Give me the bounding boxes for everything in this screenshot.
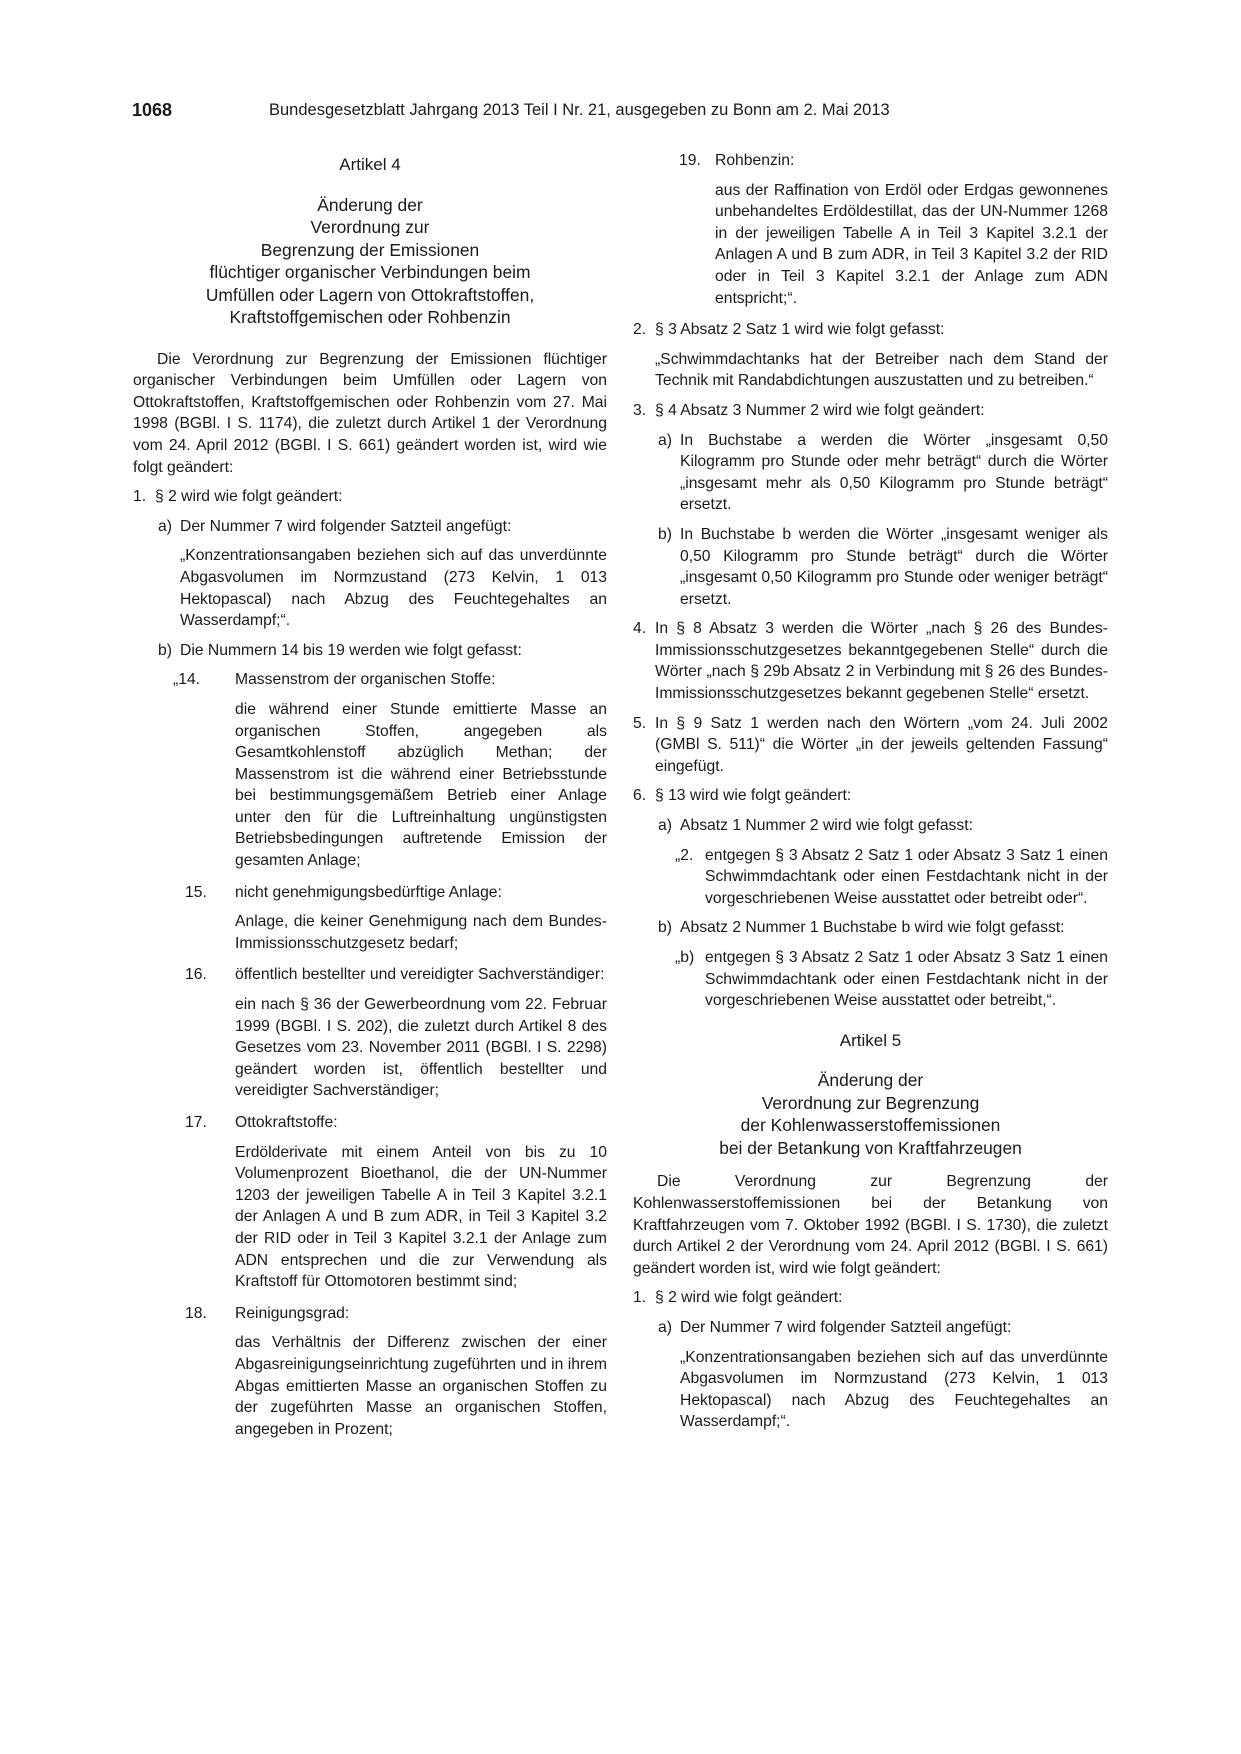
quote-item bbox=[633, 947, 1108, 1012]
item-marker: a) bbox=[658, 817, 672, 835]
definition-heading bbox=[133, 964, 607, 986]
item-text: In Buchstabe a werden die Wörter „insgesamt 0,50 Kilogramm pro Stunde oder mehr beträgt“ durch die Wörter „insgesamt mehr als 0,50 Kilogramm pro Stunde beträgt“ ersetzt. bbox=[680, 431, 1108, 514]
definition-body: ein nach § 36 der Gewerbeordnung vom 22. Februar 1999 (BGBl. I S. 202), die zuletzt durch Artikel 8 des Gesetzes vom 23. November 2011 (BGBl. I S. 2298) geändert worden ist, öffentlich bestellter und vereidigter Sachverständiger; bbox=[235, 996, 607, 1100]
heading-line: Änderung der bbox=[317, 194, 423, 215]
definition-marker: „14. bbox=[173, 671, 201, 689]
item-text: Der Nummer 7 wird folgender Satzteil angefügt: bbox=[680, 1318, 1012, 1336]
list-item bbox=[633, 1287, 1108, 1309]
definition-term: Rohbenzin: bbox=[715, 152, 795, 169]
item-text: In § 9 Satz 1 werden nach den Wörtern „vom 24. Juli 2002 (GMBl S. 511)“ die Wörter „in der jeweils geltenden Fassung“ eingefügt. bbox=[655, 714, 1108, 775]
list-item bbox=[133, 516, 607, 538]
definition-term: Ottokraftstoffe: bbox=[235, 1114, 338, 1131]
definition-marker: 15. bbox=[185, 883, 207, 901]
page-header bbox=[132, 100, 1112, 124]
definition-marker: 16. bbox=[185, 966, 207, 984]
heading-line: bei der Betankung von Kraftfahrzeugen bbox=[719, 1137, 1022, 1158]
right-column bbox=[633, 150, 1108, 1441]
definition-heading bbox=[133, 1112, 607, 1134]
quote-marker: „b) bbox=[675, 949, 695, 966]
list-item bbox=[633, 618, 1108, 704]
definition-heading bbox=[633, 150, 1108, 172]
definition-term: Reinigungsgrad: bbox=[235, 1304, 350, 1322]
item-marker: 3. bbox=[633, 401, 647, 419]
quote-text: „Konzentrationsangaben beziehen sich auf das unverdünnte Abgasvolumen im Normzustand (273 Kelvin, 1 013 Hektopascal) nach Abzug des Feuchtegehaltes an Wasserdampf;“. bbox=[680, 1348, 1108, 1431]
list-item bbox=[633, 815, 1108, 837]
item-marker: 1. bbox=[633, 1289, 647, 1307]
list-item bbox=[633, 319, 1108, 341]
list-item bbox=[633, 1317, 1108, 1339]
definition-marker: 19. bbox=[679, 152, 701, 169]
quote-text: „Konzentrationsangaben beziehen sich auf das unverdünnte Abgasvolumen im Normzustand (273 Kelvin, 1 013 Hektopascal) nach Abzug des Feuchtegehaltes an Wasserdampf;“. bbox=[180, 547, 607, 630]
heading-line: Änderung der bbox=[817, 1070, 924, 1091]
article-5-intro: Die Verordnung zur Begrenzung der Kohlenwasserstoffemissionen bei der Betankung von Kraftfahrzeugen vom 7. Oktober 1992 (BGBl. I S. 1730), die zuletzt durch Artikel 2 der Verordnung vom 24. April 2012 (BGBl. I S. 661) geändert worden ist, wird wie folgt geändert: bbox=[633, 1173, 1108, 1277]
page-title: Bundesgesetzblatt Jahrgang 2013 Teil I Nr. 21, ausgegeben zu Bonn am 2. Mai 2013 bbox=[269, 101, 890, 119]
definition-body: die während einer Stunde emittierte Masse an organischen Stoffen, angegeben als Gesamtkohlenstoff abzüglich Methan; der Massenstrom ist die während einer Betriebsstunde bei bestimmungsgemäßem Betrieb einer Anlage unter den für die Luftreinhaltung ungünstigsten Betriebsbedingungen auftretende Emission der gesamten Anlage; bbox=[235, 700, 607, 870]
heading-line: Verordnung zur Begrenzung bbox=[761, 1092, 980, 1113]
left-column bbox=[133, 150, 607, 1450]
item-text: In § 8 Absatz 3 werden die Wörter „nach § 26 des Bundes-Immissionsschutzgesetzes bekanntgegebenen Stelle“ durch die Wörter „nach § 29b Absatz 2 in Verbindung mit § 26 des Bundes-Immissionsschutzgesetzes bekannt gegebenen Stelle“ ersetzt. bbox=[655, 620, 1108, 703]
item-marker: 6. bbox=[633, 787, 647, 805]
item-marker: 5. bbox=[633, 714, 647, 732]
article-4-intro: Die Verordnung zur Begrenzung der Emissionen flüchtiger organischer Verbindungen beim Umfüllen oder Lagern von Ottokraftstoffen, Kraftstoffgemischen oder Rohbenzin vom 27. Mai 1998 (BGBl. I S. 1174), die zuletzt durch Artikel 1 der Verordnung vom 24. April 2012 (BGBl. I S. 661) geändert worden ist, wird wie folgt geändert: bbox=[133, 350, 607, 476]
quote-text: entgegen § 3 Absatz 2 Satz 1 oder Absatz 3 Satz 1 einen Schwimmdachtank oder einen Festdachtank nicht in der vorgeschriebenen Weise ausstattet oder betreibt,“. bbox=[705, 949, 1108, 1010]
article-4-label: Artikel 4 bbox=[339, 155, 401, 174]
item-marker: b) bbox=[158, 641, 172, 659]
quote-text: „Schwimmdachtanks hat der Betreiber nach dem Stand der Technik mit Randabdichtungen auszustatten und zu betreiben.“ bbox=[655, 350, 1108, 390]
item-marker: b) bbox=[658, 919, 672, 937]
item-marker: a) bbox=[658, 1318, 672, 1336]
list-item bbox=[633, 917, 1108, 939]
heading-line: Umfüllen oder Lagern von Ottokraftstoffen, bbox=[205, 284, 535, 305]
item-marker: a) bbox=[658, 431, 672, 449]
definition-marker: 18. bbox=[185, 1304, 207, 1322]
item-marker: 2. bbox=[633, 321, 647, 339]
definition-term: öffentlich bestellter und vereidigter Sachverständiger: bbox=[235, 966, 605, 984]
quote-item bbox=[633, 845, 1108, 910]
item-text: Der Nummer 7 wird folgender Satzteil angefügt: bbox=[180, 517, 512, 535]
definition-body: Anlage, die keiner Genehmigung nach dem Bundes-Immissionsschutzgesetz bedarf; bbox=[235, 913, 607, 952]
definition-term: Massenstrom der organischen Stoffe: bbox=[235, 671, 496, 689]
heading-line: flüchtiger organischer Verbindungen beim bbox=[209, 262, 531, 283]
item-text: § 4 Absatz 3 Nummer 2 wird wie folgt geändert: bbox=[655, 401, 985, 419]
definition-body: Erdölderivate mit einem Anteil von bis zu 10 Volumenprozent Bioethanol, die der UN-Nummer 1203 der jeweiligen Tabelle A in Teil 3 Kapitel 3.2.1 der Anlagen A und B zum ADR, in Teil 3 Kapitel 3.2 der RID oder in Teil 3 Kapitel 3.2.1 der Anlage zum ADN entsprechen und die zur Verwendung als Kraftstoff für Ottomotoren bestimmt sind; bbox=[235, 1143, 607, 1291]
definition-body: aus der Raffination von Erdöl oder Erdgas gewonnenes unbehandeltes Erdöldestillat, das der UN-Nummer 1268 in der jeweiligen Tabelle A in Teil 3 Kapitel 3.2.1 der Anlagen A und B zum ADR, in Teil 3 Kapitel 3.2 der RID oder in Teil 3 Kapitel 3.2.1 der Anlage zum ADN entspricht;“. bbox=[715, 181, 1108, 307]
definition-marker: 17. bbox=[185, 1114, 207, 1131]
page-number: 1068 bbox=[132, 100, 173, 120]
definition-heading bbox=[133, 669, 607, 691]
quote-text: entgegen § 3 Absatz 2 Satz 1 oder Absatz 3 Satz 1 einen Schwimmdachtank oder einen Festdachtank nicht in der vorgeschriebenen Weise ausstattet oder betreibt oder“. bbox=[705, 846, 1108, 907]
list-item bbox=[133, 486, 607, 508]
item-text: Absatz 2 Nummer 1 Buchstabe b wird wie folgt gefasst: bbox=[680, 919, 1065, 937]
article-5-heading bbox=[633, 1069, 1108, 1159]
list-item bbox=[133, 640, 607, 662]
heading-line: Kraftstoffgemischen oder Rohbenzin bbox=[229, 307, 511, 328]
item-text: § 3 Absatz 2 Satz 1 wird wie folgt gefasst: bbox=[655, 321, 945, 339]
list-item bbox=[633, 785, 1108, 807]
definition-heading bbox=[133, 1303, 607, 1325]
definition-term: nicht genehmigungsbedürftige Anlage: bbox=[235, 883, 502, 901]
item-marker: 4. bbox=[633, 620, 647, 638]
article-4-heading bbox=[133, 194, 607, 329]
item-text: Absatz 1 Nummer 2 wird wie folgt gefasst: bbox=[680, 817, 973, 835]
definition-heading bbox=[133, 882, 607, 904]
item-marker: a) bbox=[158, 517, 172, 535]
item-marker: 1. bbox=[133, 488, 147, 506]
item-text: Die Nummern 14 bis 19 werden wie folgt gefasst: bbox=[180, 641, 522, 659]
item-text: § 2 wird wie folgt geändert: bbox=[155, 488, 343, 506]
item-text: In Buchstabe b werden die Wörter „insgesamt weniger als 0,50 Kilogramm pro Stunde beträgt“ durch die Wörter „insgesamt 0,50 Kilogramm pro Stunde oder weniger beträgt“ ersetzt. bbox=[680, 525, 1108, 608]
item-text: § 2 wird wie folgt geändert: bbox=[655, 1289, 843, 1307]
item-marker: b) bbox=[658, 525, 672, 543]
list-item bbox=[633, 524, 1108, 610]
list-item bbox=[633, 713, 1108, 778]
heading-line: Verordnung zur bbox=[310, 217, 430, 238]
heading-line: der Kohlenwasserstoffemissionen bbox=[740, 1115, 1001, 1136]
quote-marker: „2. bbox=[675, 846, 694, 864]
list-item bbox=[633, 400, 1108, 422]
definition-body: das Verhältnis der Differenz zwischen der einer Abgasreinigungseinrichtung zugeführten und in ihrem Abgas emittierten Masse an organischen Stoffen zu der zugeführten Masse an organischen Stoffen, angegeben in Prozent; bbox=[235, 1334, 607, 1438]
item-text: § 13 wird wie folgt geändert: bbox=[655, 787, 852, 805]
article-5-label: Artikel 5 bbox=[839, 1030, 902, 1050]
heading-line: Begrenzung der Emissionen bbox=[260, 239, 480, 260]
list-item bbox=[633, 430, 1108, 516]
